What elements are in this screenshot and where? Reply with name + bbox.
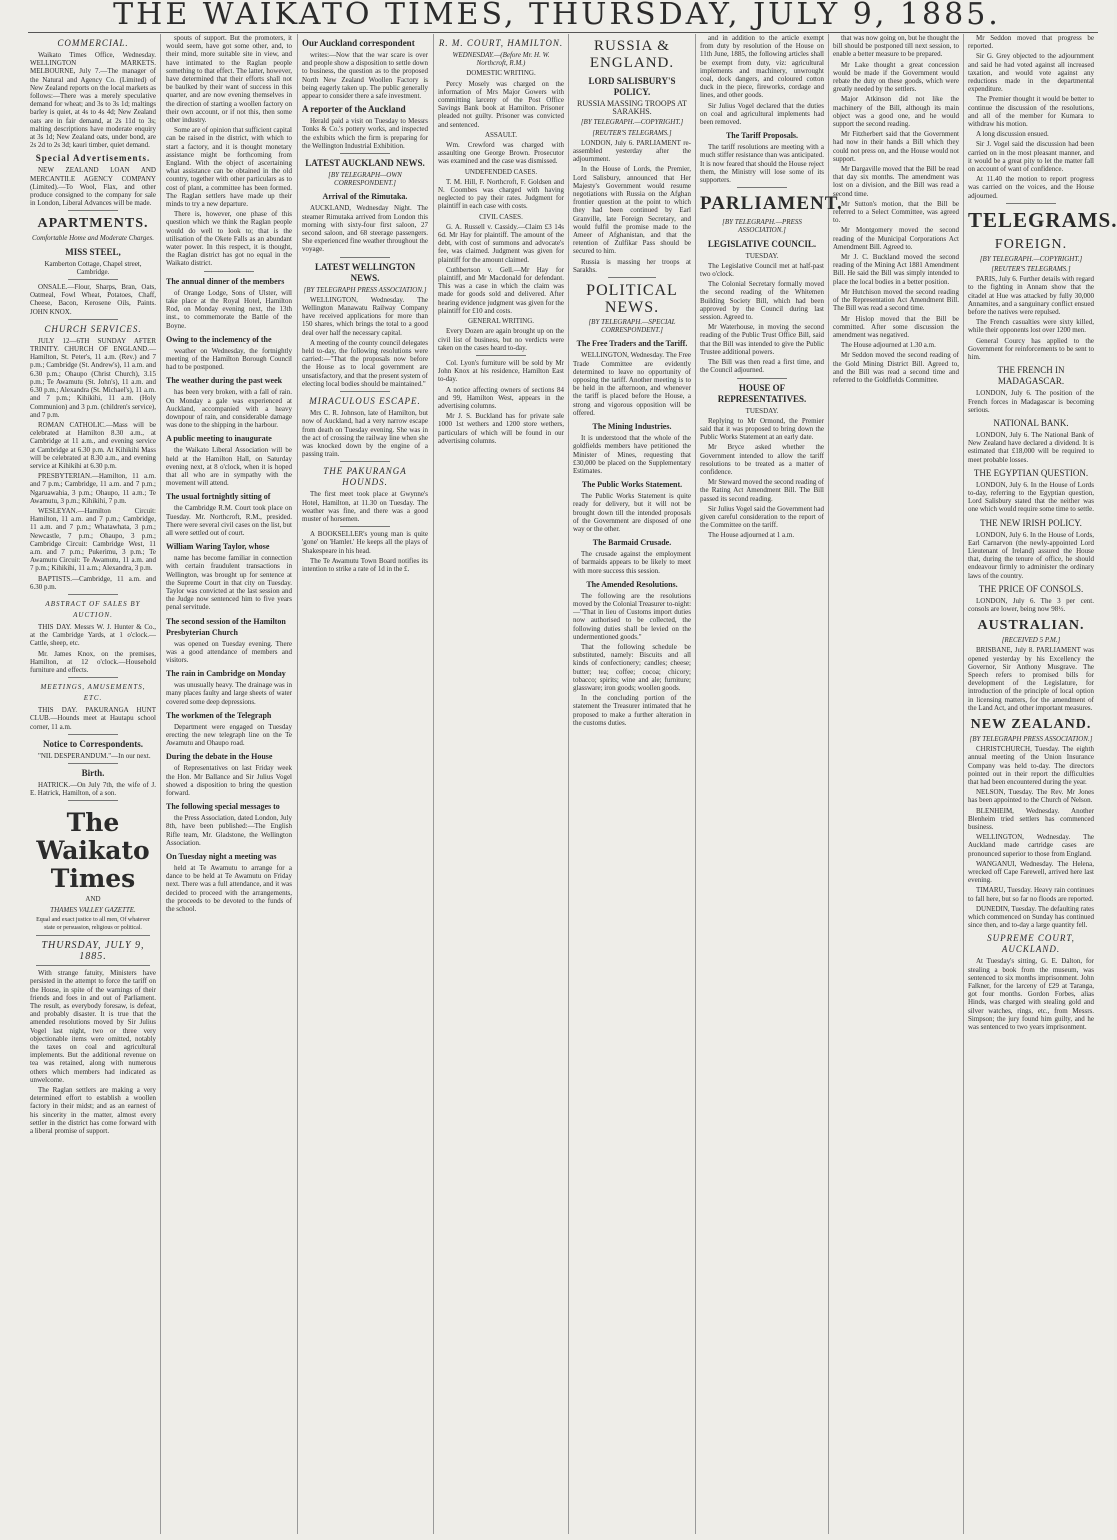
column-divider xyxy=(828,34,829,1534)
domestic-text: Percy Mosely was charged on the information of Mrs Major Gowers with committing larceny of the Post Office Savings Bank book at Hamilton. Prisoner pleaded not guilty. Prisoner was convicted and sentenced. xyxy=(438,79,564,129)
divider xyxy=(68,319,118,320)
divider xyxy=(340,153,390,154)
raglan-factory-text-3: There is, however, one phase of this question which we think the Raglan people would do well to look to; that is the utilisation of the Okete Falls as an abundant water power. In this respect, it is thought, the Raglan district has got no equal in the Waikato district. xyxy=(166,210,292,268)
wesleyan-text: WESLEYAN.—Hamilton Circuit: Hamilton, 11 a.m. and 7 p.m.; Cambridge, 11 a.m. and 7 p.m.; Whatawhata, 3 p.m.; Newcastle, 7 p.m.; Ohaupo, 3 p.m.; Cambridge Circuit: Cambridge West, 11 a.m. and 7 p.m.; Pukerimu, 3 p.m.; Te Awamutu Circuit: Te Awamutu, 11 a.m. and 7 p.m.; Kihikihi, 11 a.m.; Alexandra, 3 p.m. xyxy=(30,506,156,573)
new-zealand-source: [BY TELEGRAPH PRESS ASSOCIATION.] xyxy=(969,734,1093,743)
casualties-text: The French casualties were sixty killed, while their opponents lost over 1200 men. xyxy=(968,318,1094,335)
rimutaka-text: AUCKLAND, Wednesday Night. The steamer Rimutaka arrived from London this morning with sixty-four first saloon, 27 second saloon, and 68 steerage passengers. She experienced fine weather throughout the voyage. xyxy=(302,204,428,254)
debate-text-3: Major Atkinson did not like the machinery of the Bill, although its main object was a good one, and he would support the second reading. xyxy=(833,95,959,129)
rm-court-subheading: WEDNESDAY.—(Before Mr. H. W. Northcroft, R.M.) xyxy=(452,51,550,68)
birth-heading: Birth. xyxy=(81,768,105,778)
australian-received: [RECEIVED 5 P.M.] xyxy=(1001,636,1061,645)
wanganui-text: WANGANUI, Wednesday. The Helena, wrecked off Cape Farewell, arrived here last evening. xyxy=(968,859,1094,885)
rm-court-heading: R. M. COURT, HAMILTON. xyxy=(438,38,564,48)
divider xyxy=(68,279,118,280)
house-text-3: Mr Steward moved the second reading of the Rating Act Amendment Bill. The Bill passed its second reading. xyxy=(700,478,824,503)
free-traders-heading: The Free Traders and the Tariff. xyxy=(576,339,688,349)
discussion-text: A long discussion ensued. xyxy=(976,130,1049,139)
correspondents-heading: Notice to Correspondents. xyxy=(42,738,144,749)
irish-policy-heading: THE NEW IRISH POLICY. xyxy=(980,517,1082,528)
divider xyxy=(737,187,787,188)
supreme-court-heading: SUPREME COURT, AUCKLAND. xyxy=(987,933,1075,955)
meetings-text: THIS DAY. PAKURANGA HUNT CLUB.—Hounds meet at Hautapu school corner, 11 a.m. xyxy=(30,706,156,731)
australian-heading: AUSTRALIAN. xyxy=(977,618,1085,634)
consols-text: LONDON, July 6. The 3 per cent. consols are lower, being now 98½. xyxy=(968,596,1094,613)
divider xyxy=(340,257,390,258)
town-board-text: The Te Awamutu Town Board notifies its intention to strike a rate of 1d in the £. xyxy=(302,556,428,573)
public-works-text: The Public Works Statement is quite ready for delivery, but it will not be brought down till the intended proposals of the Government are disposed of one way or the other. xyxy=(573,492,691,533)
church-of-england-text: JULY 12—6TH SUNDAY AFTER TRINITY. CHURCH OF ENGLAND.—Hamilton, St. Peter's, 11 a.m. (Rev.) and 7 p.m.; Cambridge (St. Andrew's), 11 a.m. and 6.30 p.m.; Ohaupo (Christ Church), 3.15 p.m.; Te Awamutu (St. John's), 11 a.m. and 6.30 p.m.; Alexandra (St. Michael's), 11 a.m. and 7 p.m.; Kihikihi, 11 a.m. (Holy Communion) and 3 p.m. (children's service), and 7 p.m. xyxy=(30,336,156,419)
new-zealand-heading: NEW ZEALAND. xyxy=(970,716,1092,732)
special-messages-text: the Press Association, dated London, July 8th, have been published:—The English Rifle team, Mr. Gladstone, the Wellington Association. xyxy=(166,814,292,847)
loan-agency-ad: NEW ZEALAND LOAN AND MERCANTILE AGENCY COMPANY (Limited).—To Wool, Flax, and other produce consigned to the company for sale in London, Liberal Advances will be made. xyxy=(30,166,156,208)
legislative-council-day: TUESDAY. xyxy=(745,251,779,260)
russia-england-heading: RUSSIA & ENGLAND. xyxy=(589,38,675,71)
civil-cases-heading: CIVIL CASES. xyxy=(479,212,523,221)
consols-heading: THE PRICE OF CONSOLS. xyxy=(978,583,1084,594)
debate-text-11: The House adjourned at 1.30 a.m. xyxy=(841,341,936,350)
debate-text-9: Mr Hutchison moved the second reading of the Representation Act Amendment Bill. The Bill was read a second time. xyxy=(833,287,959,313)
divider xyxy=(340,526,390,527)
undefended-text: T. M. Hill, F. Northcroft, F. Goldsen and N. Coombes was charged with having neglected to pay their rates. Judgment for plaintiff in each case with costs. xyxy=(438,177,564,211)
parliament-source: [BY TELEGRAPH.—PRESS ASSOCIATION.] xyxy=(722,218,802,235)
column-divider xyxy=(963,34,964,1534)
nameplate-motto: Equal and exact justice to all men, Of whatever state or persuasion, religious or political. xyxy=(36,916,150,932)
barmaid-heading: The Barmaid Crusade. xyxy=(592,538,672,548)
public-works-heading: The Public Works Statement. xyxy=(581,480,683,490)
national-bank-text: LONDON, July 6. The National Bank of New Zealand have declared a dividend. It is estimated that £18,000 will be required to meet probable losses. xyxy=(968,430,1094,464)
debate-text-2: Mr Lake thought a great concession would be made if the Government would rebate the duty on these goods, which were greatly needed by the settlers. xyxy=(833,60,959,94)
divider xyxy=(68,594,118,595)
telegraph-workmen-text: Department were engaged on Tuesday erecting the new telegraph line on the Te Awamutu and Ohaupo road. xyxy=(166,722,292,748)
reuters-note: [REUTER'S TELEGRAMS.] xyxy=(592,128,672,137)
masthead-title: THE WAIKATO TIMES, THURSDAY, JULY 9, 1885. xyxy=(113,0,1001,32)
timaru-text: TIMARU, Tuesday. Heavy rain continues to fall here, but so far no floods are reported. xyxy=(968,886,1094,903)
latest-wellington-source: [BY TELEGRAPH PRESS ASSOCIATION.] xyxy=(303,285,427,294)
resolutions-text-1: The following are the resolutions moved by the Colonial Treasurer to-night:—"That in lieu of Customs import duties now authorised to be collected, the following duties shall be levied on the undermentioned goods." xyxy=(573,591,692,641)
inclemency-text: weather on Wednesday, the fortnightly meeting of the Hamilton Borough Council had to be postponed. xyxy=(166,346,292,372)
nameplate-subtitle: THAMES VALLEY GAZETTE. xyxy=(50,905,136,914)
house-debate-heading: During the debate in the House xyxy=(166,752,273,762)
editorial-text-1: With strange fatuity, Ministers have persisted in the attempt to force the tariff on the House, in spite of the warnings of their friends and foes in and out of Parliament. The result, as everybody foresaw, is defeat, and probably disaster. It is true that the amended resolutions moved by Sir Julius Vogel last night, two or three very objectionable items were omitted, notably the taxes on coal and agricultural implements. But the additional revenue on tea was retained, along with numerous others which members had indicated as unwelcome. xyxy=(30,969,156,1084)
reinforcements-text: General Courcy has applied to the Government for reinforcements to be sent to him. xyxy=(968,336,1094,362)
church-services-heading: CHURCH SERVICES. xyxy=(44,323,142,334)
telegraph-workmen-heading: The workmen of the Telegraph xyxy=(166,710,272,720)
divider xyxy=(737,378,787,379)
weather-heading: The weather during the past week xyxy=(166,376,283,386)
auckland-reporter-heading: A reporter of the Auckland xyxy=(302,104,406,115)
special-messages-heading: The following special messages to xyxy=(166,802,280,812)
taylor-heading: William Waring Taylor, whose xyxy=(166,542,270,552)
sections-notice-text: A notice affecting owners of sections 84 and 99, Hamilton West, appears in the advertising columns. xyxy=(438,385,564,410)
free-traders-text: WELLINGTON, Wednesday. The Free Trade Committee are evidently determined to leave no opportunity of opposing the tariff. Another meeting is to be held in the afternoon, and whenever the tariff is placed before the House, a strong and vigorous opposition will be offered. xyxy=(573,351,691,417)
rain-text: was unusually heavy. The drainage was in many places faulty and large sheets of water covered some deep depressions. xyxy=(166,681,292,706)
undefended-heading: UNDEFENDED CASES. xyxy=(464,167,538,176)
baptists-text: BAPTISTS.—Cambridge, 11 a.m. and 6.30 p.m. xyxy=(30,574,156,591)
column-divider xyxy=(568,34,569,1534)
madagascar-text: LONDON, July 6. The position of the French forces in Madagascar is becoming serious. xyxy=(968,389,1094,414)
taylor-text: name has become familiar in connection with certain fraudulent transactions in Wellington, was brought up for sentence at the Supreme Court in that city on Tuesday. Taylor was convicted at the last session and the Judge now sentenced him to five years penal servitude. xyxy=(166,554,292,612)
vogel-declaration-text: Sir Julius Vogel declared that the duties on coal and agricultural implements had been removed. xyxy=(700,101,824,127)
special-ads-heading: Special Advertisements. xyxy=(35,153,151,164)
adjourned-text: At 11.40 the motion to report progress was carried on the voices, and the House adjourned. xyxy=(968,175,1094,200)
annual-dinner-text: of Orange Lodge, Sons of Ulster, will take place at the Royal Hotel, Hamilton Rod, on Monday evening next, the 13th inst., to commemorate the Battle of the Boyne. xyxy=(166,288,292,330)
column-4 xyxy=(438,34,564,1534)
copyright-note: [BY TELEGRAPH.—COPYRIGHT.] xyxy=(580,118,684,127)
sarakhs-text: Russia is massing her troops at Sarakhs. xyxy=(573,257,691,274)
telegrams-heading: TELEGRAMS. xyxy=(968,207,1117,232)
latest-auckland-heading: LATEST AUCKLAND NEWS. xyxy=(305,158,425,169)
divider xyxy=(608,277,655,278)
editorial-text-2: The Raglan settlers are making a very determined effort to establish a woollen factory in their midst; and as an earnest of his sincerity in the matter, almost every settler in the district has come forward with a liberal promise of support. xyxy=(30,1086,156,1136)
resolutions-heading: The Amended Resolutions. xyxy=(586,579,678,589)
house-debate-text: of Representatives on last Friday week the Hon. Mr Ballance and Sir Julius Vogel showed a disposition to bring the question forward. xyxy=(166,764,292,798)
auction-heading: ABSTRACT OF SALES BY AUCTION. xyxy=(45,599,141,619)
apartments-heading: APARTMENTS. xyxy=(37,216,149,232)
sarakhs-subheading: RUSSIA MASSING TROOPS AT SARAKHS. xyxy=(577,99,687,117)
mining-heading: The Mining Industries. xyxy=(592,422,672,432)
debate-text-8: Mr J. C. Buckland moved the second reading of the Mining Act 1881 Amendment Bill. He said the Bill was simply intended to place the local bodies in a better position. xyxy=(833,253,959,286)
political-news-heading: POLITICAL NEWS. xyxy=(586,282,678,317)
latest-wellington-heading: LATEST WELLINGTON NEWS. xyxy=(314,261,416,283)
mining-text: It is understood that the whole of the goldfields members have petitioned the Minister of Mines, requesting that £30,000 be placed on the Supplementary Estimates. xyxy=(573,434,691,475)
council-met-text: The Legislative Council met at half-past two o'clock. xyxy=(700,261,824,279)
house-text-2: Mr Bryce asked whether the Government intended to allow the tariff resolutions to be treated as a matter of confidence. xyxy=(700,443,824,476)
auction-text-1: THIS DAY. Messrs W. J. Hunter & Co., at the Cambridge Yards, at 1 o'clock.—Cattle, sheep, etc. xyxy=(30,622,156,648)
paper-nameplate: The Waikato Times xyxy=(36,808,150,894)
divider xyxy=(204,271,254,272)
column-divider xyxy=(433,34,434,1534)
civil-case-2: Cuthbertson v. Gell.—Mr Hay for plaintiff, and Mr Macdonald for defendant. This was a case in which the claim was made for goods sold and delivered. After hearing evidence judgment was given for the plaintiff for £10 and costs. xyxy=(438,265,564,315)
debate-text-5: Mr Dargaville moved that the Bill be read that day six months. The amendment was lost on a division, and the Bill was read a second time. xyxy=(833,165,959,198)
roman-catholic-text: ROMAN CATHOLIC.—Mass will be celebrated at Hamilton 8.30 a.m., at Cambridge at 11 a.m., and evening service at Cambridge at 6.30 p.m. At Kihikihi Mass will be celebrated at 8.30 a.m., and evening service at Kihikihi at 6.30 p.m. xyxy=(30,420,156,470)
telegrams-reuters: [REUTER'S TELEGRAMS.] xyxy=(991,265,1071,274)
column-7 xyxy=(833,34,959,1534)
exempt-articles-text: and in addition to the article exempt from duty by resolution of the House on 11th June, 1885, the following articles shall be exempt from duty, viz: agricultural implements and machinery, unwrought coal, dock dangers, and coloured cotton duck in the piece, fireworks, cordage and lines, and other goods. xyxy=(700,34,824,100)
public-meeting-text: the Waikato Liberal Association will be held at the Hamilton Hall, on Saturday evening next, at 8 o'clock, when it is hoped that all who are in sympathy with the movement will attend. xyxy=(166,446,292,488)
pakuranga-heading: THE PAKURANGA HOUNDS. xyxy=(323,466,407,488)
divider xyxy=(68,734,118,735)
domestic-heading: DOMESTIC WRITING. xyxy=(466,69,536,78)
annam-text: PARIS, July 6. Further details with regard to the fighting in Annam show that the citadel at Hue was attacked by fully 30,000 Annamites, and a sanguinary conflict ensued before the natives were repulsed. xyxy=(968,275,1094,317)
foreign-heading: FOREIGN. xyxy=(994,236,1068,252)
column-1 xyxy=(30,34,156,1534)
editorial-dateline: THURSDAY, JULY 9, 1885. xyxy=(41,940,145,963)
tariff-proposals-heading: The Tariff Proposals. xyxy=(725,131,799,141)
nelson-text: NELSON, Tuesday. The Rev. Mr Jones has been appointed to the Church of Nelson. xyxy=(968,788,1094,805)
irish-policy-text: LONDON, July 6. In the House of Lords, Earl Carnarvon (the newly-appointed Lord Lieutenant of Ireland) assured the House that, during the tenure of office, he should endeavour firmly to administer the ordinary laws of the country. xyxy=(968,530,1094,580)
dunedin-text: DUNEDIN, Tuesday. The defaulting rates which commenced on Sunday has continued since then, and to-day a large quantity fell. xyxy=(968,904,1094,930)
council-adjourned-text: The Bill was then read a first time, and the Council adjourned. xyxy=(700,358,824,375)
egyptian-heading: THE EGYPTIAN QUESTION. xyxy=(973,467,1089,478)
miraculous-escape-text: Mrs C. R. Johnson, late of Hamilton, but now of Auckland, had a very narrow escape from death on Tuesday evening. She was in the act of crossing the railway line when she was knocked down by the engine of a passing train. xyxy=(302,409,428,459)
public-meeting-heading: A public meeting to inaugurate xyxy=(166,434,272,444)
brisbane-text: BRISBANE, July 8. PARLIAMENT was opened yesterday by his Excellency the Governor, Sir Anthony Musgrave. The Speech refers to promised bills for development of the Legislature, for introduction of the principle of local option in licensing matters, for the amendment of the Land Act, and other important measures. xyxy=(968,646,1094,712)
wellington-text-1: WELLINGTON, Wednesday. The Wellington Manawatu Railway Company have received applications for more than 150 shares, which brings the total to a good deal over half the necessary capital. xyxy=(302,295,428,337)
wellington-nz-text: WELLINGTON, Wednesday. The Auckland made cartridge cases are pronounced superior to those from England. xyxy=(968,833,1094,858)
auckland-correspondent-heading: Our Auckland correspondent xyxy=(302,38,415,48)
divider xyxy=(68,210,118,211)
divider xyxy=(1006,203,1056,204)
debate-text-4: Mr Fitzherbert said that the Government had now in their hands a Bill which they could not press on, and the House would not support. xyxy=(833,130,959,163)
apartments-address: Kamberton Cottage, Chapel street, Cambridge. xyxy=(44,259,142,276)
correspondents-text: "NIL DESPERANDUM."—In our next. xyxy=(38,751,151,760)
divider xyxy=(340,391,390,392)
divider xyxy=(340,461,390,462)
assault-text: Wm. Crewford was charged with assaulting one George Brown. Prosecutor was examined and the case was dismissed. xyxy=(438,141,564,166)
telegrams-copyright: [BY TELEGRAPH.—COPYRIGHT.] xyxy=(979,254,1083,263)
political-news-source: [BY TELEGRAPH.—SPECIAL CORRESPONDENT.] xyxy=(588,318,676,335)
house-text-5: The House adjourned at 1 a.m. xyxy=(708,531,795,540)
latest-auckland-source: [BY TELEGRAPH—OWN CORRESPONDENT.] xyxy=(328,171,402,188)
parliament-reassembled-text: LONDON, July 6. PARLIAMENT re-assembled yesterday after the adjournment. xyxy=(573,138,691,164)
column-6 xyxy=(700,34,843,1534)
presbyterian-text: PRESBYTERIAN.—Hamilton, 11 a.m. and 7 p.m.; Cambridge, 11 a.m. and 7 p.m.; Ngaruawahia, 3 p.m.; Ohaupo, 11 a.m.; Te Awamutu, 3 p.m.; Kihikihi, 7 p.m. xyxy=(30,472,156,505)
bookseller-text: A BOOKSELLER's young man is quite 'gone' on 'Hamlet.' He keeps all the plays of Shakespeare in his head. xyxy=(302,530,428,555)
debate-text-6: Mr Sutton's motion, that the Bill be referred to a Select Committee, was agreed to. xyxy=(833,199,959,225)
civil-case-1: G. A. Russell v. Cassidy.—Claim £3 14s 6d. Mr Hay for plaintiff. The amount of the debt, with cost of summons and advocate's fee, was claimed. Judgment was given for plaintiff for the amount claimed. xyxy=(438,222,564,264)
presbyterian-session-heading: The second session of the Hamilton Presbyterian Church xyxy=(166,616,286,637)
commercial-heading: COMMERCIAL. xyxy=(57,38,129,48)
debate-text-10: Mr Hislop moved that the Bill be committed. After some discussion the amendment was negatived. xyxy=(833,314,959,339)
blenheim-text: BLENHEIM, Wednesday. Another Blenheim tried settlers has commenced business. xyxy=(968,806,1094,832)
birth-text: HATRICK.—On July 7th, the wife of J. E. Hatrick, Hamilton, of a son. xyxy=(30,781,156,798)
egyptian-text: LONDON, July 6. In the House of Lords to-day, referring to the Egyptian question, Lord Salisbury stated that the neither was one which would require some time to settle. xyxy=(968,480,1094,514)
house-text-4: Sir Julius Vogel said the Government had given careful consideration to the report of the Committee on the tariff. xyxy=(700,504,825,530)
grey-objection-text: Sir G. Grey objected to the adjournment and said he had voted against all increased taxation, and would vote against any reductions made in the departmental expenditure. xyxy=(968,52,1094,94)
column-3 xyxy=(302,34,428,1534)
column-divider xyxy=(695,34,696,1534)
meetings-heading: MEETINGS, AMUSEMENTS, ETC. xyxy=(40,683,146,703)
divider xyxy=(36,965,149,966)
masthead-rule xyxy=(28,32,1098,33)
divider xyxy=(68,800,118,801)
column-2 xyxy=(166,34,292,1534)
parliament-heading: PARLIAMENT. xyxy=(700,193,843,215)
divider xyxy=(68,763,118,764)
house-text-1: Replying to Mr Ormond, the Premier said that it was proposed to bring down the Public Works Statement at an early date. xyxy=(700,416,824,442)
house-of-reps-day: TUESDAY. xyxy=(745,406,779,415)
vogel-text: Sir J. Vogel said the discussion had been carried on in the most pleasant manner, and it would be a great pity to let the matter fall on account of want of confidence. xyxy=(968,140,1094,174)
divider xyxy=(68,677,118,678)
christchurch-text: CHRISTCHURCH, Tuesday. The eighth annual meeting of the Union Insurance Company was held to-day. The directors pointed out in their report the difficulties that had been encountered during the year. xyxy=(968,745,1094,786)
raglan-factory-text-1: spouts of support. But the promoters, it would seem, have got some other, and, to their mind, more suitable site in view, and have intimated to the Raglan people something to that effect. The latter, however, have determined that their efforts shall not be baulked by their want of success in this quarter, and are now evening themselves in the direction of starting a woollen factory on their own account, or if not this, then some other industry. xyxy=(166,34,292,125)
salisbury-heading: LORD SALISBURY'S POLICY. xyxy=(588,76,676,97)
barmaid-text: The crusade against the employment of barmaids appears to be likely to meet with more success this session. xyxy=(573,550,691,575)
tuesday-meeting-text: held at Te Awamutu to arrange for a dance to be held at Te Awamutu on Friday next. There was a full attendance, and it was decided to proceed with the arrangements, the proceeds to be devoted to the funds of the school. xyxy=(166,864,292,914)
auckland-reporter-text: Herald paid a visit on Tuesday to Messrs Tonks & Co.'s pottery works, and inspected the exhibits which the firm is preparing for the Wellington Industrial Exhibition. xyxy=(302,117,428,150)
column-8 xyxy=(968,34,1117,1534)
miraculous-escape-heading: MIRACULOUS ESCAPE. xyxy=(309,396,421,407)
divider xyxy=(476,355,526,356)
column-divider xyxy=(160,34,161,1534)
rain-heading: The rain in Cambridge on Monday xyxy=(166,669,286,679)
premier-text: The Premier thought it would be better to continue the discussion of the resolutions, and all of the member for Kumara to withdraw his motion. xyxy=(968,95,1094,129)
assault-heading: ASSAULT. xyxy=(484,130,518,139)
house-of-reps-heading: HOUSE OF REPRESENTATIVES. xyxy=(717,382,807,404)
raglan-factory-text-2: Some are of opinion that sufficient capital can be raised in the district, with which to start a factory, and it is thought monetary assistance might be forthcoming from England. With the object of ascertaining what assistance can be obtained in the old country, together with other particulars as to cost of plant, a committee has been formed. The Raglan settlers have made up their minds to try a new departure. xyxy=(166,126,292,209)
general-text: Every Dozen are again brought up on the civil list of business, but no verdicts were taken on the cases heard to-day. xyxy=(438,327,564,352)
report-progress-text: Mr Seddon moved that progress be reported. xyxy=(968,34,1094,51)
national-bank-heading: NATIONAL BANK. xyxy=(993,417,1069,428)
rimutaka-heading: Arrival of the Rimutaka. xyxy=(322,192,408,202)
weather-text: has been very broken, with a fall of rain. On Monday a gale was experienced at Auckland, accompanied with a heavy downpour of rain, and considerable damage was done to the shipping in the harbour. xyxy=(166,388,292,430)
column-divider xyxy=(297,34,298,1534)
presbyterian-session-text: was opened on Tuesday evening. There was a good attendance of members and visitors. xyxy=(166,639,292,664)
debate-text-1: that was now going on, but he thought the bill should be postponed till next session, to enable a better measure to be prepared. xyxy=(833,34,959,59)
public-trust-text: Mr Waterhouse, in moving the second reading of the Public Trust Office Bill, said that the Bill was intended to give the Public Trustee additional powers. xyxy=(700,323,824,356)
tuesday-meeting-heading: On Tuesday night a meeting was xyxy=(166,852,277,862)
pakuranga-text: The first meet took place at Gwynne's Hotel, Hamilton, at 11.30 on Tuesday. The weather was fine, and there was a good muster of horsemen. xyxy=(302,490,428,523)
madagascar-heading: THE FRENCH IN MADAGASCAR. xyxy=(997,365,1065,387)
debate-text-12: Mr Seddon moved the second reading of the Gold Mining District Bill. Agreed to, and the Bill was read a second time and referred to the Goldfields Committee. xyxy=(833,351,959,384)
debate-text-7: Mr Montgomery moved the second reading of the Municipal Corporations Act Amendment Bill. Agreed to. xyxy=(833,226,959,251)
salisbury-text: In the House of Lords, the Premier, Lord Salisbury, announced that Her Majesty's Government would resume negotiations with Russia on the Afghan frontier question at the point to which they had been continued by Earl Granville, late Foreign Secretary, and would fulfil the promise made to the Ameer of Afghanistan, and that the retention of Zulfikar Pass should be secured to him. xyxy=(573,165,691,256)
auction-text-2: Mr. James Knox, on the premises, Hamilton, at 12 o'clock.—Household furniture and effects. xyxy=(30,649,156,674)
building-society-text: The Colonial Secretary formally moved the second reading of the Whitemen Building Society Bill, which had been approved by the Council during last session. Agreed to. xyxy=(700,280,824,322)
resolutions-text-2: That the following schedule be substituted, namely: Biscuits and all kinds of confectionery; candles; cheese; butter; tea; coffee; cocoa; chicory; tobacco; spirits; wine and ale; furniture; glassware; iron goods; woollen goods. xyxy=(573,642,691,692)
court-sitting-heading: The usual fortnightly sitting of xyxy=(166,492,271,502)
column-5 xyxy=(573,34,691,1534)
apartments-name: MISS STEEL, xyxy=(65,246,121,257)
general-heading: GENERAL WRITING. xyxy=(467,317,535,326)
wethers-sale-text: Mr J. S. Buckland has for private sale 1000 1st wethers and 1200 store wethers, particulars of which will be found in our advertising columns. xyxy=(438,412,564,445)
nameplate-and: AND xyxy=(85,895,101,904)
resolutions-text-3: In the concluding portion of the statement the Treasurer intimated that he proposed to make a further alteration in the customs duties. xyxy=(573,694,691,727)
onsale-ad: ONSALE.—Flour, Sharps, Bran, Oats, Oatmeal, Fowl Wheat, Potatoes, Chaff, Cheese, Bacon, Kerosene Oils, Paints. JOHN KNOX. xyxy=(30,283,156,316)
wellington-text-2: A meeting of the county council delegates held to-day, the following resolutions were carried:—"That the proposals now before the House as to local government are unsatisfactory, and that the present system of electing local bodies should be maintained." xyxy=(302,338,428,388)
court-sitting-text: the Cambridge R.M. Court took place on Tuesday. Mr. Northcroft, R.M., presided. There were several civil cases on the list, but all were settled out of court. xyxy=(166,504,292,537)
legislative-council-heading: LEGISLATIVE COUNCIL. xyxy=(707,238,817,249)
furniture-sale-text: Col. Lyon's furniture will be sold by Mr John Knox at his residence, Hamilton East to-day. xyxy=(438,358,564,384)
apartments-subheading: Comfortable Home and Moderate Charges. xyxy=(31,234,155,243)
inclemency-heading: Owing to the inclemency of the xyxy=(166,334,272,344)
supreme-court-text: At Tuesday's sitting, G. E. Dalton, for stealing a book from the museum, was sentenced to six months imprisonment. John Falkner, for the larceny of £29 at Taranga, got four months. Gordon Forbes, alias Hinds, was charged with stealing gold and silver watches, rings, etc., from Messrs. Simpson; the jury found him guilty, and he was sentenced to two years imprisonment. xyxy=(968,957,1094,1032)
auckland-correspondent-text: writes:—Now that the war scare is over and people show a disposition to settle down to business, the question as to the proposed North New Zealand Woollen Factory is being eagerly taken up. The public generally appear to consider there a safe investment. xyxy=(302,51,428,101)
tariff-proposals-text: The tariff resolutions are meeting with a much stiffer resistance than was anticipated. It is now feared that should the House reject them, the Ministry will lose some of its supporters. xyxy=(700,143,824,185)
divider xyxy=(36,935,149,936)
annual-dinner-heading: The annual dinner of the members xyxy=(166,276,285,286)
commercial-text: Waikato Times Office, Wednesday. WELLINGTON MARKETS. MELBOURNE, July 7.—The manager of the Natural and Agency Co. (Limited) of New Zealand reports on the local markets as follows:—There was a merely speculative demand for wheat; and 3s to 3s 1d; maltings barley is quiet, at 4s to 4s 4d; New Zealand oats are in fair demand, at 2s 11d to 3s; malting descriptions have moderate enquiry at 3s 1d; New Zealand oats, under bond, are 2s 2d to 2s 3d; kauri timber, quiet demand. xyxy=(30,51,156,150)
